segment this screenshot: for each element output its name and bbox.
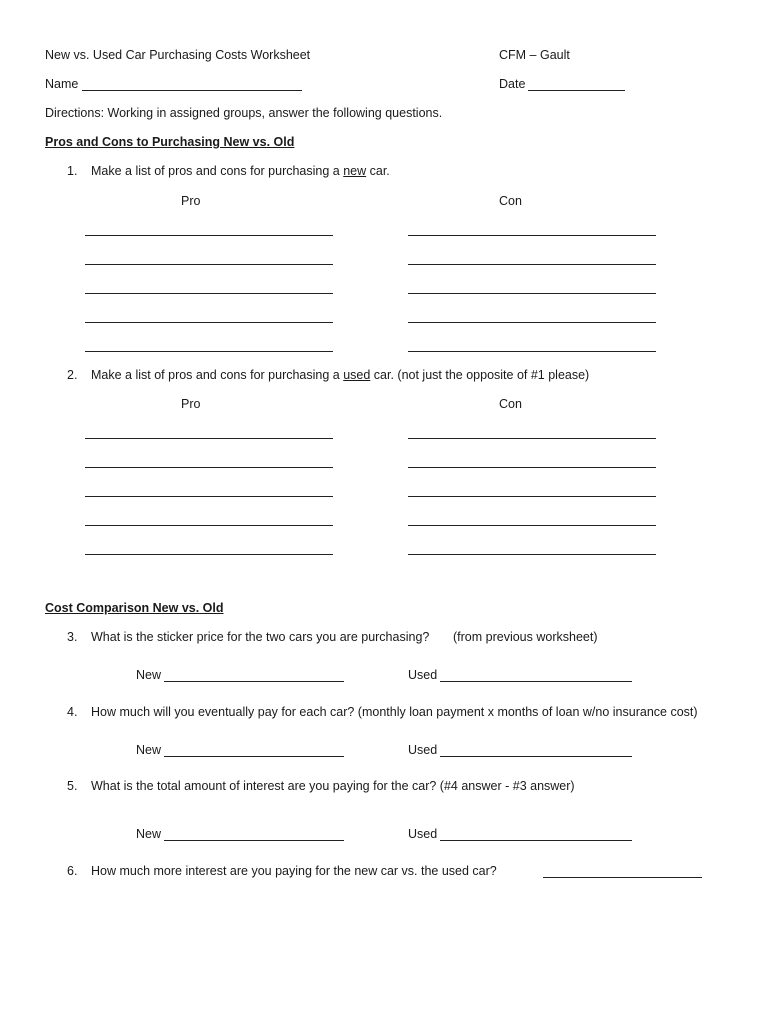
q6-answer-line[interactable] [543,877,702,878]
q2-pro-line[interactable] [85,467,333,468]
question-1-number: 1. [67,164,78,178]
question-1-emphasis: new [343,164,367,178]
q2-con-label: Con [499,397,522,411]
question-6-text: How much more interest are you paying for the new car vs. the used car? [91,864,497,878]
question-4-number: 4. [67,705,78,719]
q1-con-line[interactable] [408,264,656,265]
q5-new-line[interactable] [164,840,344,841]
q3-used-label: Used [408,668,438,682]
question-3-number: 3. [67,630,78,644]
question-1-pre: Make a list of pros and cons for purchasing a [91,164,344,178]
question-3-note: (from previous worksheet) [453,630,598,644]
question-2-text [91,367,589,383]
q1-con-label: Con [499,194,522,208]
question-5-number: 5. [67,779,78,793]
course-label: CFM – Gault [499,48,570,62]
question-2-emphasis: used [343,368,371,382]
q1-con-line[interactable] [408,293,656,294]
q1-con-line[interactable] [408,351,656,352]
q2-pro-label: Pro [181,397,201,411]
q2-pro-line[interactable] [85,525,333,526]
q5-new-label: New [136,827,162,841]
question-4-text: How much will you eventually pay for each car? (monthly loan payment x months of loan w/no insurance cost) [91,705,698,719]
directions: Directions: Working in assigned groups, answer the following questions. [45,106,443,120]
q1-pro-line[interactable] [85,351,333,352]
q3-new-line[interactable] [164,681,344,682]
q3-new-label: New [136,668,162,682]
q4-used-label: Used [408,743,438,757]
question-2-number: 2. [67,368,78,382]
q2-con-line[interactable] [408,496,656,497]
question-5-text: What is the total amount of interest are you paying for the car? (#4 answer - #3 answer) [91,779,575,793]
q2-con-line[interactable] [408,554,656,555]
date-line[interactable] [528,90,625,91]
q3-used-line[interactable] [440,681,632,682]
question-3-text: What is the sticker price for the two cars you are purchasing? [91,630,430,644]
question-1-text [91,163,390,179]
q4-new-label: New [136,743,162,757]
q2-pro-line[interactable] [85,496,333,497]
name-line[interactable] [82,90,302,91]
question-2-pre: Make a list of pros and cons for purchasing a [91,368,344,382]
question-1-post: car. [366,164,390,178]
q4-new-line[interactable] [164,756,344,757]
question-2-post: car. (not just the opposite of #1 please) [370,368,590,382]
q2-con-line[interactable] [408,525,656,526]
section-heading-pros-cons: Pros and Cons to Purchasing New vs. Old [45,135,295,149]
section-heading-cost-comparison: Cost Comparison New vs. Old [45,601,224,615]
q2-pro-line[interactable] [85,554,333,555]
question-6-number: 6. [67,864,78,878]
q4-used-line[interactable] [440,756,632,757]
q1-con-line[interactable] [408,235,656,236]
q1-pro-label: Pro [181,194,201,208]
q2-con-line[interactable] [408,467,656,468]
q1-pro-line[interactable] [85,322,333,323]
q5-used-line[interactable] [440,840,632,841]
worksheet-title: New vs. Used Car Purchasing Costs Worksheet [45,48,311,62]
q1-pro-line[interactable] [85,293,333,294]
q5-used-label: Used [408,827,438,841]
q1-con-line[interactable] [408,322,656,323]
date-label: Date [499,77,526,91]
name-label: Name [45,77,79,91]
q1-pro-line[interactable] [85,235,333,236]
q2-pro-line[interactable] [85,438,333,439]
q1-pro-line[interactable] [85,264,333,265]
q2-con-line[interactable] [408,438,656,439]
